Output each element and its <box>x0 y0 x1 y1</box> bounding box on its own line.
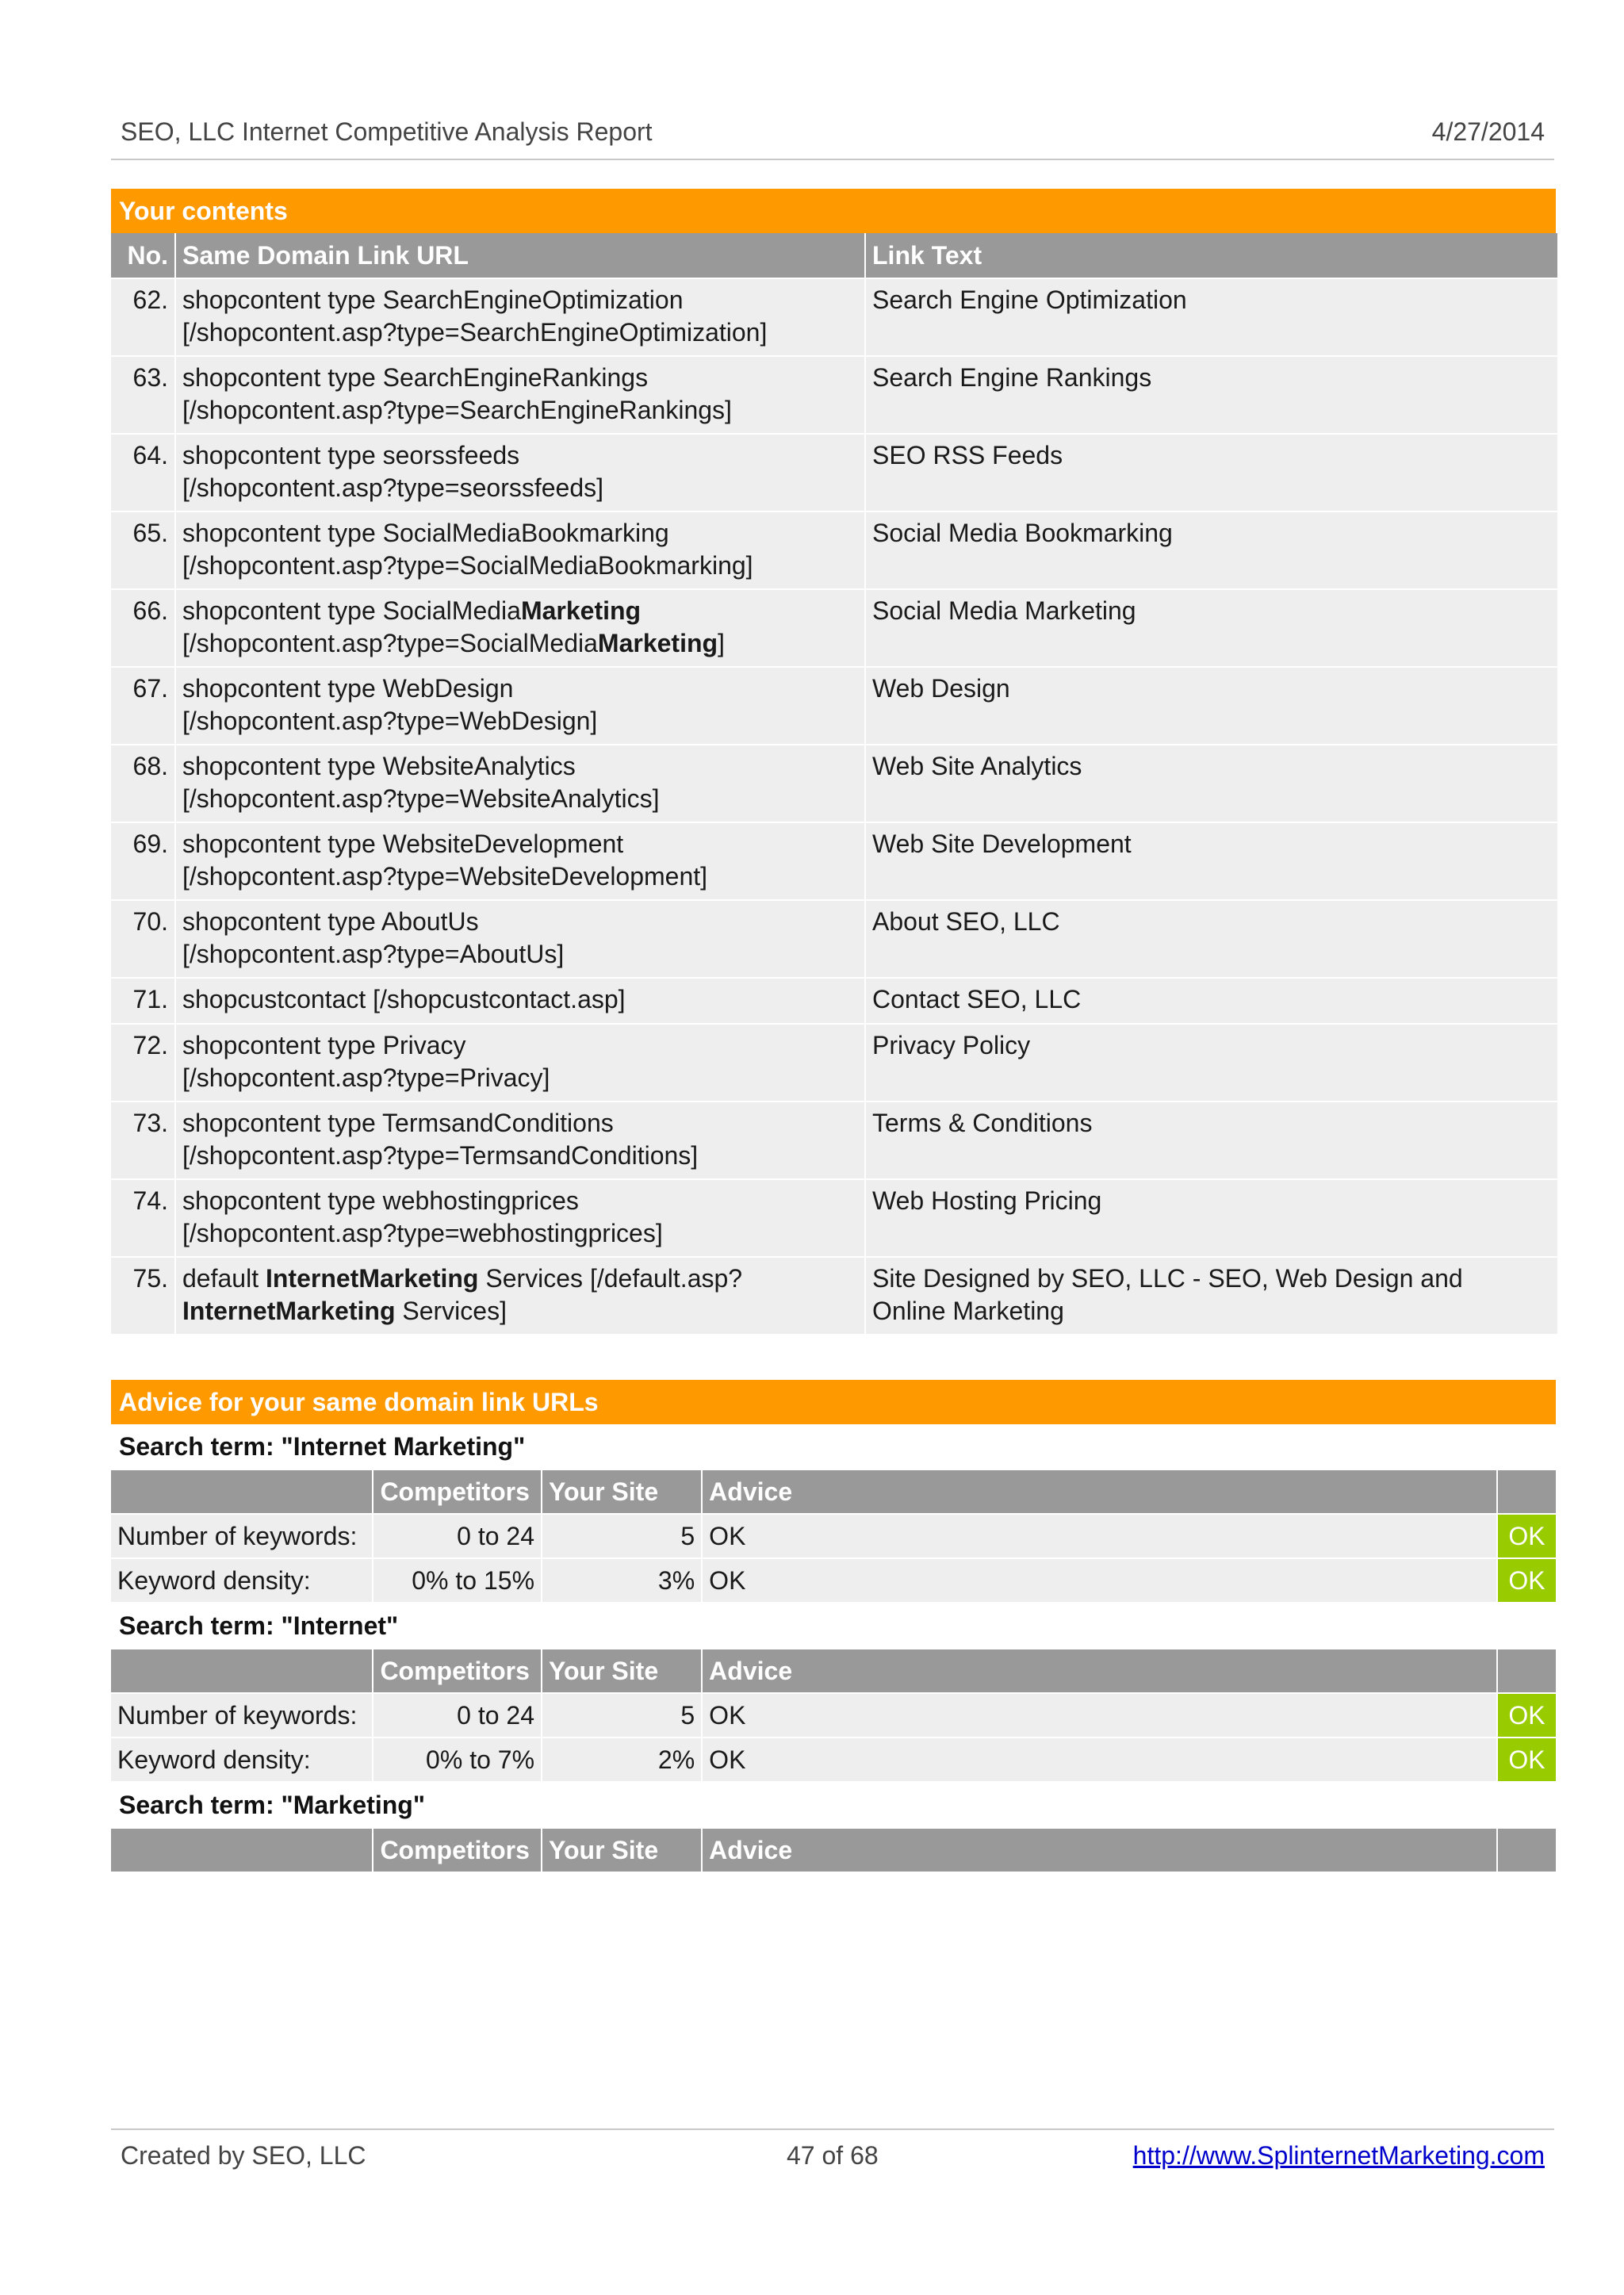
table-row <box>111 1694 1556 1737</box>
link-url-cell <box>176 357 864 433</box>
contents-section-title: Your contents <box>111 189 1556 233</box>
your-site-value: 5 <box>542 1694 701 1737</box>
row-number: 68. <box>111 745 174 822</box>
link-url: shopcontent type SocialMedia <box>182 596 521 625</box>
advice-text: OK <box>703 1559 1496 1602</box>
table-row <box>111 1515 1556 1557</box>
link-url-cell <box>176 512 864 588</box>
link-url: shopcontent type TermsandConditions <box>182 1109 614 1137</box>
row-number: 72. <box>111 1025 174 1101</box>
column-header-advice: Advice <box>703 1649 1496 1692</box>
row-number: 73. <box>111 1102 174 1178</box>
link-text: Web Design <box>866 668 1557 744</box>
link-url: shopcontent type SearchEngineOptimization <box>182 285 684 314</box>
link-url-cell <box>176 1025 864 1101</box>
link-text-cell <box>866 1258 1557 1334</box>
link-url: shopcontent type seorssfeeds <box>182 441 520 469</box>
column-header-link-text: Link Text <box>866 233 1557 278</box>
link-text: Terms & Conditions <box>866 1102 1557 1178</box>
contents-table <box>109 232 1559 1335</box>
row-number: 67. <box>111 668 174 744</box>
competitors-value: 0 to 24 <box>373 1515 541 1557</box>
link-text: Search Engine Optimization <box>866 279 1557 355</box>
keyword-highlight: Marketing <box>597 629 718 657</box>
link-url: [/shopcontent.asp?type=seorssfeeds] <box>182 473 604 502</box>
table-row <box>111 1738 1556 1781</box>
link-text: Privacy Policy <box>866 1025 1557 1101</box>
search-term-label: Search term: "Marketing" <box>119 1791 426 1819</box>
link-url-cell <box>176 745 864 822</box>
table-row <box>111 745 1557 822</box>
column-header-metric <box>111 1649 372 1692</box>
competitors-value: 0% to 15% <box>373 1559 541 1602</box>
link-url: [/shopcontent.asp?type=SearchEngineRankings] <box>182 396 732 424</box>
search-term-label: Search term: "Internet" <box>119 1611 399 1640</box>
link-text: Online Marketing <box>872 1297 1064 1325</box>
your-site-value: 5 <box>542 1515 701 1557</box>
row-number: 71. <box>111 979 174 1023</box>
column-header-status <box>1498 1829 1556 1872</box>
link-text: SEO RSS Feeds <box>866 435 1557 511</box>
link-url: shopcontent type WebsiteAnalytics <box>182 752 576 780</box>
link-url: shopcontent type SocialMediaBookmarking <box>182 519 669 547</box>
link-url: [/shopcontent.asp?type=webhostingprices] <box>182 1219 663 1247</box>
footer-created-by: Created by SEO, LLC <box>121 2141 366 2170</box>
column-header-your-site: Your Site <box>542 1829 701 1872</box>
link-url: [/shopcontent.asp?type=SearchEngineOptimization] <box>182 318 768 347</box>
column-header-metric <box>111 1470 372 1513</box>
link-text: Social Media Bookmarking <box>866 512 1557 588</box>
link-url: shopcustcontact [/shopcustcontact.asp] <box>176 979 864 1023</box>
table-row <box>111 901 1557 977</box>
row-number: 63. <box>111 357 174 433</box>
advice-section-title: Advice for your same domain link URLs <box>111 1380 1556 1424</box>
table-row <box>111 357 1557 433</box>
column-header-advice: Advice <box>703 1829 1496 1872</box>
competitors-value: 0% to 7% <box>373 1738 541 1781</box>
column-header-competitors: Competitors <box>373 1829 541 1872</box>
metric-label: Keyword density: <box>111 1559 372 1602</box>
table-row <box>111 1258 1557 1334</box>
link-url-cell <box>176 1102 864 1178</box>
advice-table <box>109 1469 1557 1603</box>
column-header-your-site: Your Site <box>542 1470 701 1513</box>
column-header-your-site: Your Site <box>542 1649 701 1692</box>
report-date: 4/27/2014 <box>1431 117 1545 146</box>
competitors-value: 0 to 24 <box>373 1694 541 1737</box>
advice-text: OK <box>703 1515 1496 1557</box>
link-url: shopcontent type SearchEngineRankings <box>182 363 649 392</box>
link-url: [/shopcontent.asp?type=AboutUs] <box>182 940 565 968</box>
table-row <box>111 1102 1557 1178</box>
link-url: default <box>182 1264 266 1293</box>
advice-table <box>109 1827 1557 1873</box>
link-url: Services] <box>395 1297 507 1325</box>
footer-website-link[interactable]: http://www.SplinternetMarketing.com <box>1132 2141 1545 2170</box>
table-row <box>111 279 1557 355</box>
table-row <box>111 435 1557 511</box>
column-header-competitors: Competitors <box>373 1470 541 1513</box>
advice-text: OK <box>703 1738 1496 1781</box>
row-number: 64. <box>111 435 174 511</box>
status-badge: OK <box>1498 1694 1556 1737</box>
search-term-label: Search term: "Internet Marketing" <box>119 1432 526 1461</box>
link-url: [/shopcontent.asp?type=SocialMedia <box>182 629 598 657</box>
link-url-cell <box>176 435 864 511</box>
your-site-value: 2% <box>542 1738 701 1781</box>
link-url: ] <box>718 629 725 657</box>
page-footer <box>111 2128 1554 2170</box>
link-text: Web Hosting Pricing <box>866 1180 1557 1256</box>
page-header <box>111 117 1554 160</box>
link-text: About SEO, LLC <box>866 901 1557 977</box>
your-site-value: 3% <box>542 1559 701 1602</box>
link-url-cell <box>176 590 864 666</box>
link-url-cell <box>176 668 864 744</box>
metric-label: Number of keywords: <box>111 1694 372 1737</box>
table-row <box>111 590 1557 666</box>
status-badge: OK <box>1498 1559 1556 1602</box>
table-row <box>111 823 1557 899</box>
table-row <box>111 979 1557 1023</box>
keyword-highlight: InternetMarketing <box>182 1297 396 1325</box>
link-url: Services [/default.asp? <box>478 1264 743 1293</box>
column-header-advice: Advice <box>703 1470 1496 1513</box>
status-badge: OK <box>1498 1738 1556 1781</box>
link-text: Site Designed by SEO, LLC - SEO, Web Design and <box>872 1264 1463 1293</box>
link-url: [/shopcontent.asp?type=WebDesign] <box>182 707 598 735</box>
page-number: 47 of 68 <box>787 2141 879 2170</box>
row-number: 62. <box>111 279 174 355</box>
link-url: [/shopcontent.asp?type=WebsiteDevelopment] <box>182 862 708 891</box>
link-url-cell <box>176 279 864 355</box>
link-url: shopcontent type AboutUs <box>182 907 479 936</box>
metric-label: Keyword density: <box>111 1738 372 1781</box>
table-row <box>111 668 1557 744</box>
row-number: 70. <box>111 901 174 977</box>
row-number: 69. <box>111 823 174 899</box>
link-url: [/shopcontent.asp?type=WebsiteAnalytics] <box>182 784 660 813</box>
link-url: shopcontent type webhostingprices <box>182 1186 579 1215</box>
link-url: shopcontent type Privacy <box>182 1031 466 1059</box>
link-url: shopcontent type WebsiteDevelopment <box>182 829 624 858</box>
column-header-status <box>1498 1470 1556 1513</box>
table-row <box>111 1180 1557 1256</box>
link-text: Search Engine Rankings <box>866 357 1557 433</box>
advice-text: OK <box>703 1694 1496 1737</box>
link-url-cell <box>176 823 864 899</box>
table-row <box>111 1025 1557 1101</box>
link-url: [/shopcontent.asp?type=TermsandConditions] <box>182 1141 699 1170</box>
link-text: Contact SEO, LLC <box>866 979 1557 1023</box>
link-text: Social Media Marketing <box>866 590 1557 666</box>
table-row <box>111 1559 1556 1602</box>
row-number: 66. <box>111 590 174 666</box>
link-url-cell <box>176 1258 864 1334</box>
report-title: SEO, LLC Internet Competitive Analysis Report <box>121 117 653 146</box>
link-url: [/shopcontent.asp?type=SocialMediaBookmarking] <box>182 551 753 580</box>
link-url: shopcontent type WebDesign <box>182 674 514 703</box>
advice-table <box>109 1648 1557 1783</box>
keyword-highlight: InternetMarketing <box>265 1264 479 1293</box>
column-header-no: No. <box>111 233 174 278</box>
link-url: [/shopcontent.asp?type=Privacy] <box>182 1063 550 1092</box>
metric-label: Number of keywords: <box>111 1515 372 1557</box>
row-number: 65. <box>111 512 174 588</box>
table-row <box>111 512 1557 588</box>
column-header-status <box>1498 1649 1556 1692</box>
column-header-url: Same Domain Link URL <box>176 233 864 278</box>
status-badge: OK <box>1498 1515 1556 1557</box>
row-number: 74. <box>111 1180 174 1256</box>
link-text: Web Site Analytics <box>866 745 1557 822</box>
link-text: Web Site Development <box>866 823 1557 899</box>
keyword-highlight: Marketing <box>520 596 642 625</box>
link-url-cell <box>176 901 864 977</box>
link-url-cell <box>176 1180 864 1256</box>
row-number: 75. <box>111 1258 174 1334</box>
column-header-metric <box>111 1829 372 1872</box>
column-header-competitors: Competitors <box>373 1649 541 1692</box>
